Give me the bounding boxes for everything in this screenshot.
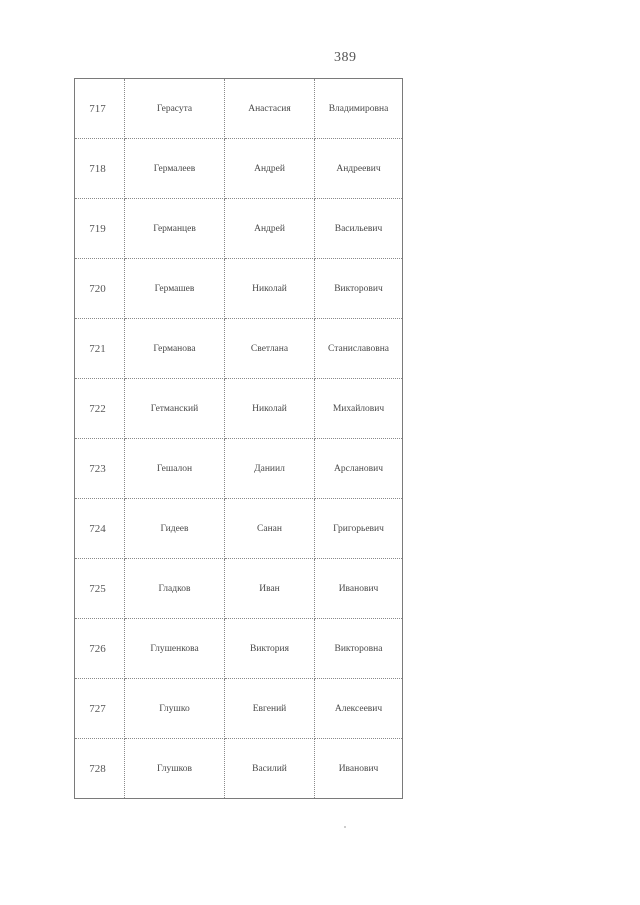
first-name-cell: Николай (225, 379, 315, 439)
row-number: 728 (75, 739, 125, 799)
surname-cell: Глушенкова (125, 619, 225, 679)
patronymic-cell: Викторович (315, 259, 403, 319)
table-row (75, 259, 403, 319)
surname-cell: Гетманский (125, 379, 225, 439)
surname-cell: Глушков (125, 739, 225, 799)
row-number: 726 (75, 619, 125, 679)
row-number: 718 (75, 139, 125, 199)
patronymic-cell: Викторовна (315, 619, 403, 679)
first-name-cell: Николай (225, 259, 315, 319)
roster-table (74, 78, 403, 799)
row-number: 727 (75, 679, 125, 739)
first-name-cell: Андрей (225, 199, 315, 259)
surname-cell: Глушко (125, 679, 225, 739)
row-number: 720 (75, 259, 125, 319)
surname-cell: Гермалеев (125, 139, 225, 199)
first-name-cell: Анастасия (225, 79, 315, 139)
first-name-cell: Санан (225, 499, 315, 559)
first-name-cell: Василий (225, 739, 315, 799)
row-number: 724 (75, 499, 125, 559)
table-row (75, 199, 403, 259)
row-number: 723 (75, 439, 125, 499)
patronymic-cell: Станиславовна (315, 319, 403, 379)
row-number: 717 (75, 79, 125, 139)
row-number: 725 (75, 559, 125, 619)
first-name-cell: Андрей (225, 139, 315, 199)
table-row (75, 319, 403, 379)
table-row (75, 79, 403, 139)
surname-cell: Гладков (125, 559, 225, 619)
surname-cell: Гидеев (125, 499, 225, 559)
first-name-cell: Светлана (225, 319, 315, 379)
surname-cell: Герасута (125, 79, 225, 139)
patronymic-cell: Михайлович (315, 379, 403, 439)
patronymic-cell: Иванович (315, 559, 403, 619)
patronymic-cell: Алексеевич (315, 679, 403, 739)
row-number: 722 (75, 379, 125, 439)
table-row (75, 499, 403, 559)
row-number: 721 (75, 319, 125, 379)
table-row (75, 739, 403, 799)
first-name-cell: Иван (225, 559, 315, 619)
surname-cell: Гермашев (125, 259, 225, 319)
table-row (75, 559, 403, 619)
first-name-cell: Виктория (225, 619, 315, 679)
patronymic-cell: Владимировна (315, 79, 403, 139)
table-row (75, 139, 403, 199)
row-number: 719 (75, 199, 125, 259)
table-row (75, 619, 403, 679)
page-number: 389 (334, 50, 357, 65)
surname-cell: Гешалон (125, 439, 225, 499)
table-row (75, 379, 403, 439)
patronymic-cell: Арсланович (315, 439, 403, 499)
patronymic-cell: Андреевич (315, 139, 403, 199)
surname-cell: Германова (125, 319, 225, 379)
patronymic-cell: Григорьевич (315, 499, 403, 559)
scan-speck (344, 826, 346, 828)
table-row (75, 439, 403, 499)
first-name-cell: Евгений (225, 679, 315, 739)
table-row (75, 679, 403, 739)
patronymic-cell: Васильевич (315, 199, 403, 259)
first-name-cell: Даниил (225, 439, 315, 499)
patronymic-cell: Иванович (315, 739, 403, 799)
surname-cell: Германцев (125, 199, 225, 259)
